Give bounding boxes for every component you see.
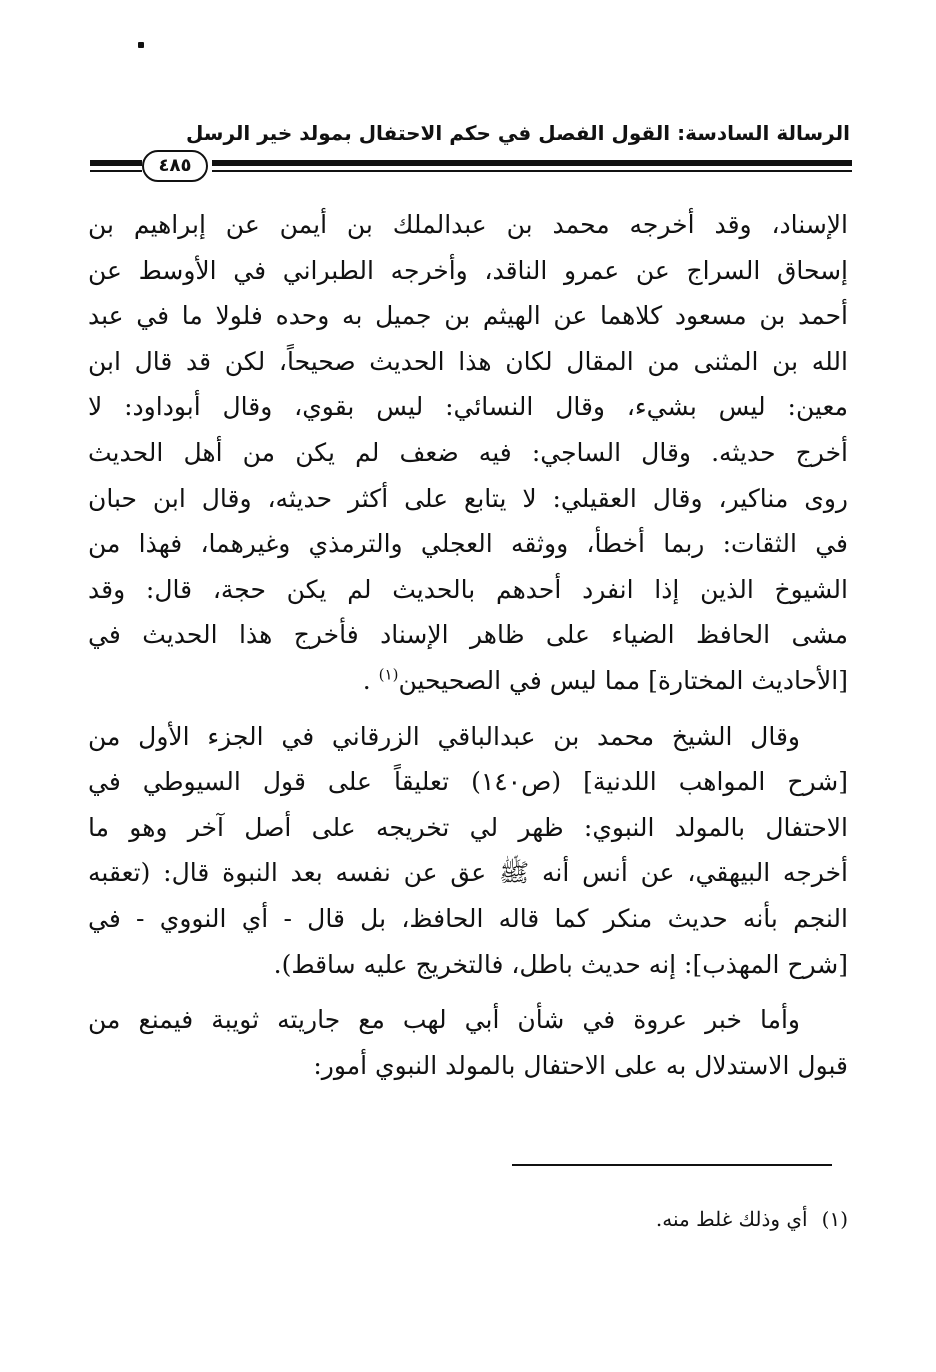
text-line: الإسناد، وقد أخرجه محمد بن عبدالملك بن أيمن عن إبراهيم بن — [88, 210, 848, 239]
text-line: النجم بأنه حديث منكر كما قاله الحافظ، بل قال - أي النووي - في — [88, 903, 848, 933]
sentence-end: . — [362, 665, 379, 695]
footnote-number: (١) — [821, 1207, 848, 1231]
text-line: [شرح المواهب اللدنية] (ص١٤٠) تعليقاً على قول السيوطي في — [88, 767, 848, 797]
text-line: الاحتفال بالمولد النبوي: ظهر لي تخريجه على أصل آخر وهو ما — [88, 812, 848, 842]
header-rule-right-thin — [212, 170, 852, 172]
text-line: الشيوخ الذين إذا انفرد أحدهم بالحديث لم يكن حجة، قال: وقد — [88, 574, 848, 604]
text-line: أخرج حديثه. وقال الساجي: فيه ضعف لم يكن من أهل الحديث — [88, 437, 848, 467]
page-number: ٤٨٥ — [158, 155, 192, 176]
page-number-badge — [142, 150, 208, 182]
text-line: معين: ليس بشيء، وقال النسائي: ليس بقوي، وقال أبوداود: لا — [88, 392, 848, 422]
paragraph-gap — [88, 987, 848, 997]
footnote — [400, 1201, 848, 1237]
footnote-separator — [512, 1164, 832, 1166]
text-line: وأما خبر عروة في شأن أبي لهب مع جاريته ثويبة فيمنع من — [88, 1005, 800, 1035]
text-line: وقال الشيخ محمد بن عبدالباقي الزرقاني في الجزء الأول من — [88, 721, 800, 751]
header-rule-left — [90, 160, 142, 166]
text-line-content: [الأحاديث المختارة] مما ليس في الصحيحين — [398, 665, 848, 695]
paragraph-3 — [88, 997, 848, 1088]
paragraph-gap — [88, 704, 848, 714]
text-line: الله بن المثنى من المقال لكان هذا الحديث صحيحاً، لكن قد قال ابن — [88, 346, 848, 376]
text-line: أخرجه البيهقي، عن أنس أنه ﷺ عق عن نفسه بعد النبوة قال: (تعقبه — [88, 858, 848, 888]
body-text — [88, 202, 848, 1088]
text-line: [شرح المهذب]: إنه حديث باطل، فالتخريج عليه ساقط). — [273, 949, 848, 979]
text-line-with-footnote — [88, 658, 848, 704]
footnote-reference: (١) — [378, 665, 399, 684]
footnote-text: أي وذلك غلط منه. — [655, 1207, 808, 1231]
running-header: الرسالة السادسة: القول الفصل في حكم الاحتفال بمولد خير الرسل — [185, 121, 850, 145]
text-line: في الثقات: ربما أخطأ، ووثقه العجلي والترمذي وغيرهما، فهذا من — [88, 529, 848, 559]
text-line: قبول الاستدلال به على الاحتفال بالمولد النبوي أمور: — [313, 1050, 848, 1080]
header-rule-right — [212, 160, 852, 166]
scan-dot — [138, 42, 144, 48]
text-line: روى مناكير، وقال العقيلي: لا يتابع على أكثر حديثه، وقال ابن حبان — [88, 483, 848, 513]
text-line: إسحاق السراج عن عمرو الناقد، وأخرجه الطبراني في الأوسط عن — [88, 255, 848, 285]
paragraph-1 — [88, 202, 848, 704]
text-line: مشى الحافظ الضياء على ظاهر الإسناد فأخرج هذا الحديث في — [88, 620, 848, 650]
paragraph-2 — [88, 714, 848, 988]
header-rule-left-thin — [90, 170, 142, 172]
text-line: أحمد بن مسعود كلاهما عن الهيثم بن جميل به وحده فلولا ما في عبد — [88, 301, 848, 331]
